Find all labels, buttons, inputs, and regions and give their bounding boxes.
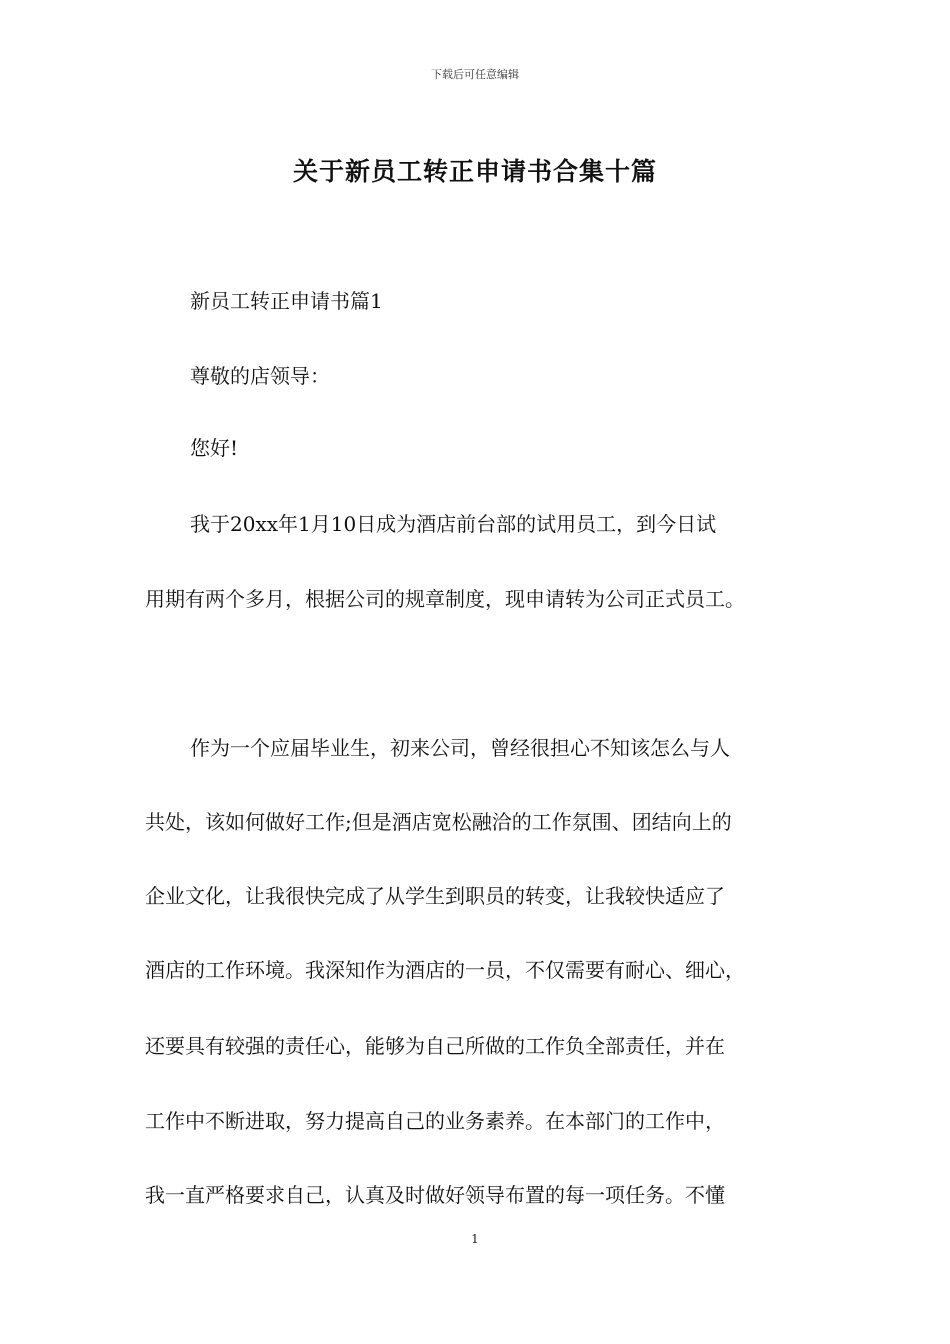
header-note: 下载后可任意编辑 [431, 68, 519, 81]
paragraph-2-line-3: 企业文化，让我很快完成了从学生到职员的转变，让我较快适应了 [145, 884, 725, 908]
paragraph-2-line-6: 工作中不断进取，努力提高自己的业务素养。在本部门的工作中， [145, 1109, 725, 1133]
paragraph-2-line-4: 酒店的工作环境。我深知作为酒店的一员，不仅需要有耐心、细心， [145, 958, 745, 982]
document-title: 关于新员工转正申请书合集十篇 [292, 157, 657, 186]
paragraph-1-line-1: 我于20xx年1月10日成为酒店前台部的试用员工，到今日试 [190, 512, 717, 536]
paragraph-2-line-7: 我一直严格要求自己，认真及时做好领导布置的每一项任务。不懂 [145, 1183, 725, 1207]
paragraph-1-line-2: 用期有两个多月，根据公司的规章制度，现申请转为公司正式员工。 [145, 587, 745, 611]
greeting: 您好! [190, 436, 239, 460]
salutation: 尊敬的店领导： [190, 364, 330, 388]
paragraph-2-line-5: 还要具有较强的责任心，能够为自己所做的工作负全部责任，并在 [145, 1034, 725, 1058]
paragraph-2-line-2: 共处，该如何做好工作;但是酒店宽松融洽的工作氛围、团结向上的 [145, 810, 732, 834]
section-heading: 新员工转正申请书篇1 [190, 289, 383, 313]
page-number: 1 [471, 1232, 479, 1246]
paragraph-2-line-1: 作为一个应届毕业生，初来公司，曾经很担心不知该怎么与人 [190, 736, 730, 760]
